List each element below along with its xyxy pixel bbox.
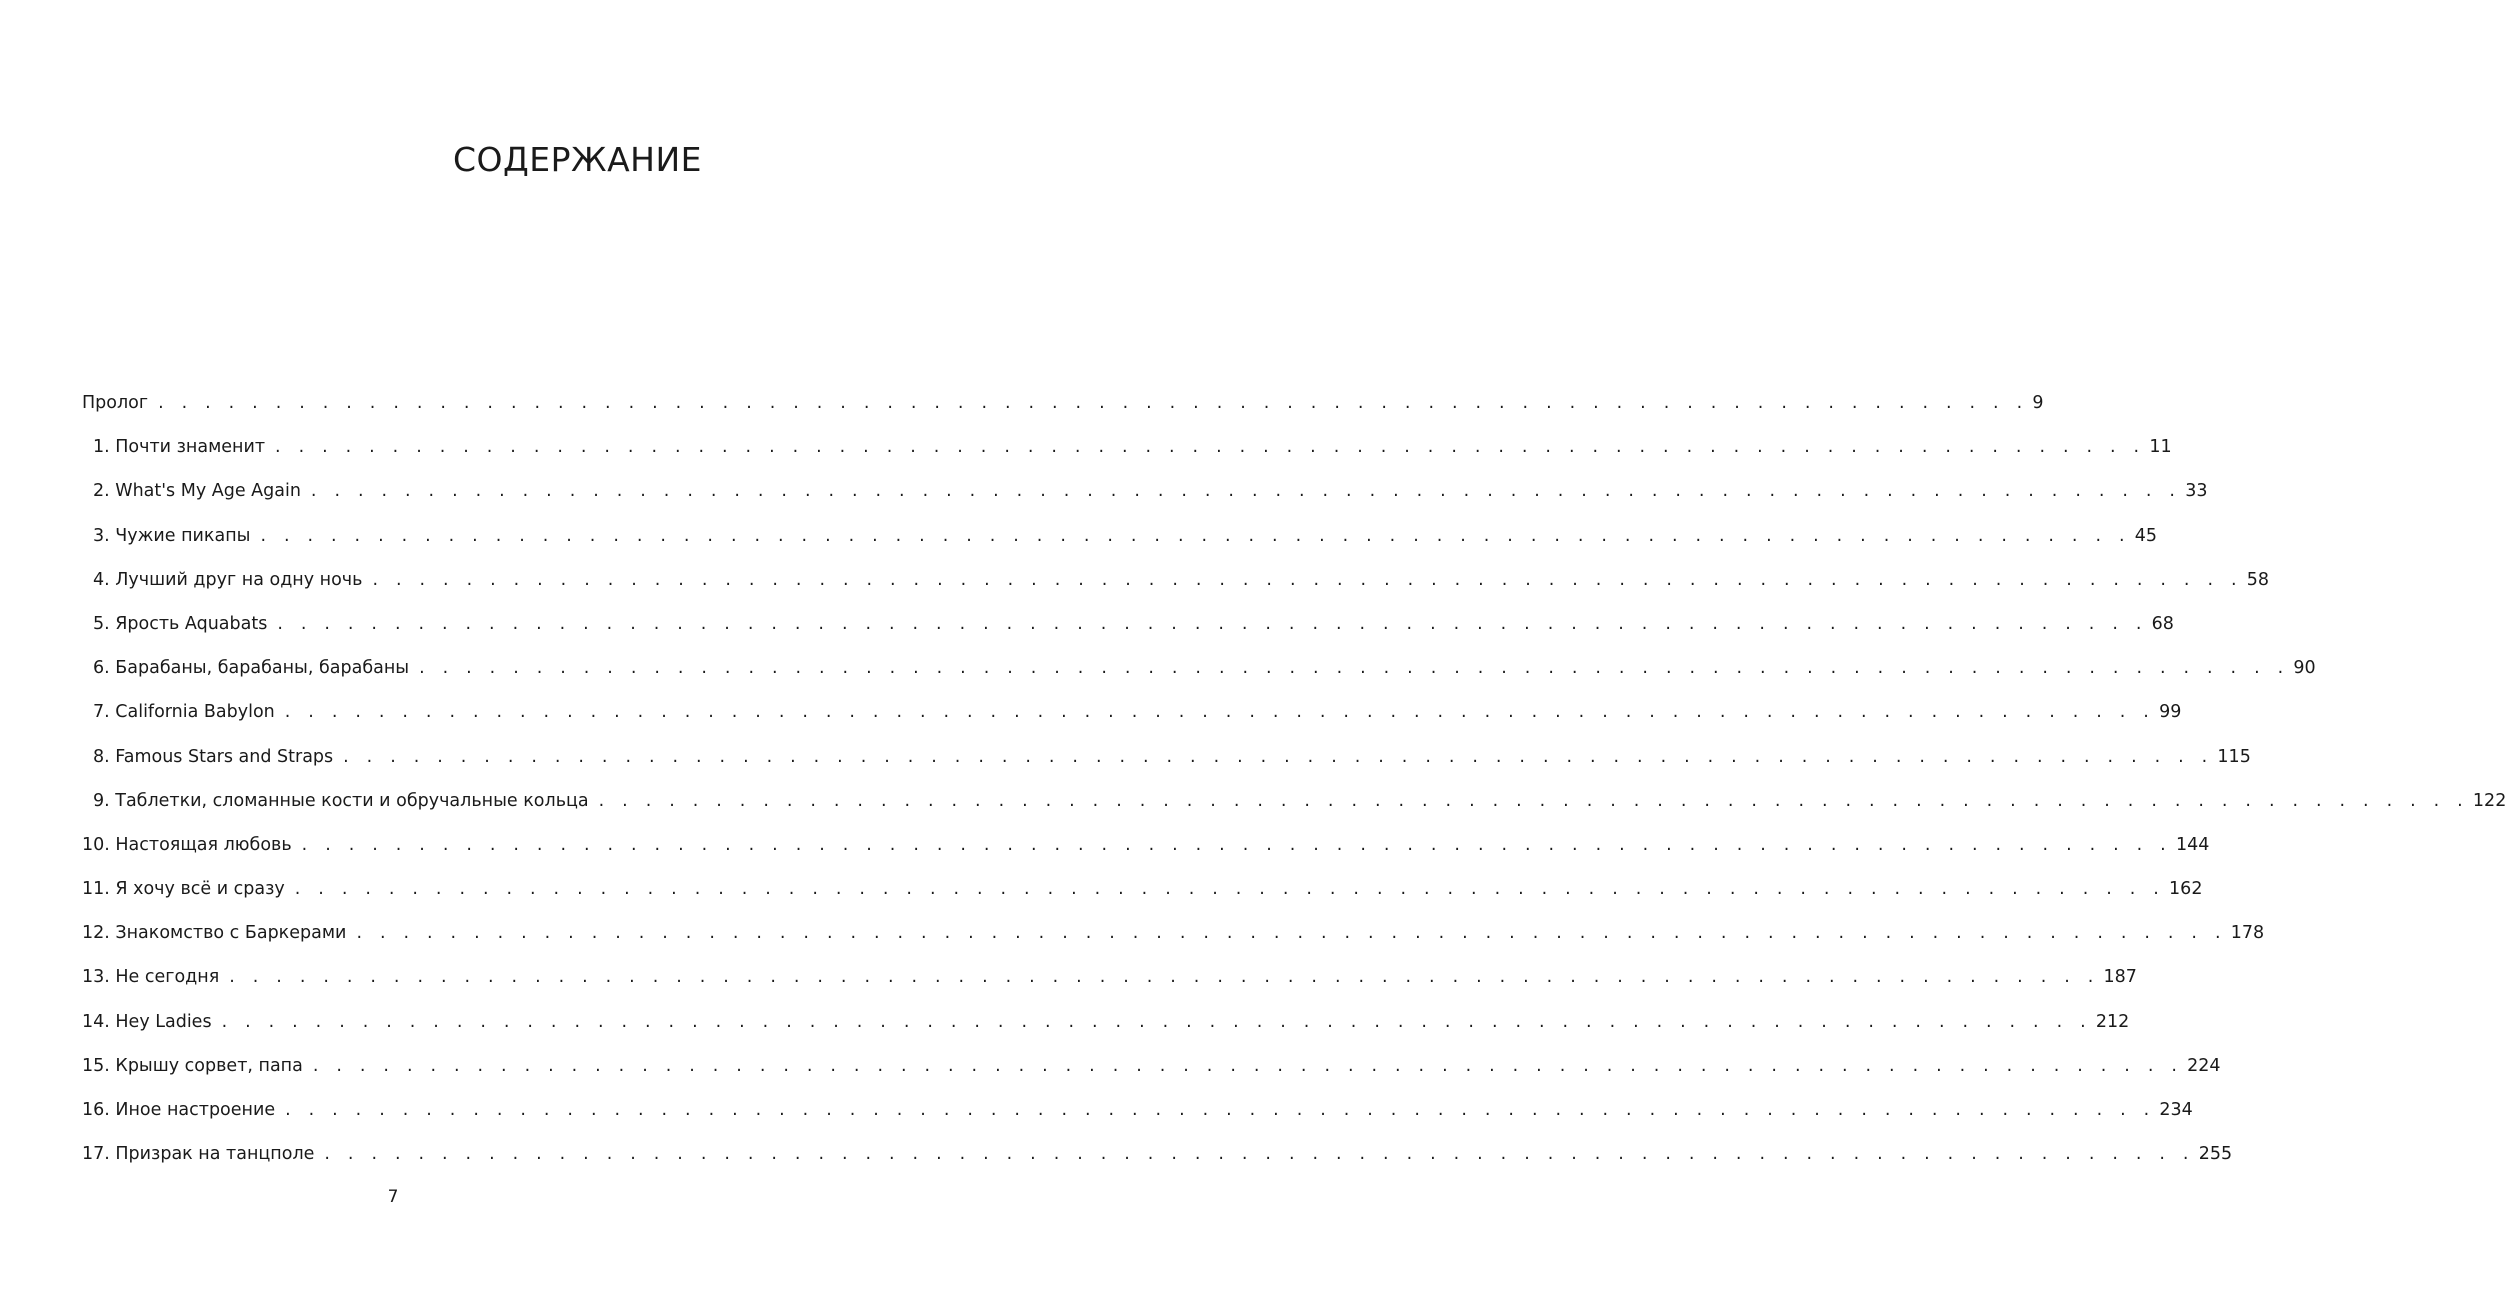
toc-entry[interactable]	[82, 518, 2158, 562]
toc-entry-title: 13. Не сегодня	[82, 967, 220, 988]
toc-dot-leader: . . . . . . . . . . . . . . . . . . . . . . . . . . . . . . . . . . . . . . . . . . . . . . . . . . . . . . . . . . . . . . . . . . . . . . . . . . . . . . . .	[310, 481, 2182, 502]
toc-dot-leader: . . . . . . . . . . . . . . . . . . . . . . . . . . . . . . . . . . . . . . . . . . . . . . . . . . . . . . . . . . . . . . . . . . . . . . . . . . . . . . . .	[294, 879, 2166, 900]
toc-entry-page: 90	[2293, 658, 2316, 679]
toc-entry-page: 234	[2159, 1100, 2193, 1120]
page-title: СОДЕРЖАНИЕ	[452, 140, 702, 179]
toc-entry[interactable]	[82, 827, 2210, 871]
toc-entry[interactable]	[82, 959, 2137, 1003]
toc-entry[interactable]	[82, 871, 2203, 915]
toc-entry-page: 33	[2185, 481, 2208, 502]
toc-dot-leader: . . . . . . . . . . . . . . . . . . . . . . . . . . . . . . . . . . . . . . . . . . . . . . . . . . . . . . . . . . . . . . . . . . . . . . . . . . . . . . . .	[285, 1100, 2156, 1120]
toc-entry-title: 14. Hey Ladies	[82, 1011, 212, 1032]
toc-entry-page: 9	[2032, 393, 2044, 413]
page-number: 7	[387, 1187, 399, 1207]
toc-dot-leader: . . . . . . . . . . . . . . . . . . . . . . . . . . . . . . . . . . . . . . . . . . . . . . . . . . . . . . . . . . . . . . . . . . . . . . . . . . . . . . . .	[284, 702, 2156, 723]
toc-entry[interactable]	[82, 1004, 2130, 1048]
toc-entry-page: 255	[2198, 1144, 2233, 1165]
toc-dot-leader: . . . . . . . . . . . . . . . . . . . . . . . . . . . . . . . . . . . . . . . . . . . . . . . . . . . . . . . . . . . . . . . . . . . . . . . . . . . . . . . .	[301, 834, 2172, 855]
toc-entry-page: 187	[2103, 967, 2137, 988]
toc-entry-page: 178	[2230, 923, 2265, 944]
toc-entry-page: 58	[2246, 569, 2270, 590]
toc-dot-leader: . . . . . . . . . . . . . . . . . . . . . . . . . . . . . . . . . . . . . . . . . . . . . . . . . . . . . . . . . . . . . . . . . . . . . . . . . . . . . . . .	[419, 658, 2290, 679]
toc-entry-page: 162	[2169, 879, 2203, 900]
toc-entry[interactable]	[82, 1136, 2233, 1180]
toc-dot-leader: . . . . . . . . . . . . . . . . . . . . . . . . . . . . . . . . . . . . . . . . . . . . . . . . . . . . . . . . . . . . . . . . . . . . . . . . . . . . . . . .	[324, 1144, 2195, 1165]
toc-entry[interactable]	[82, 694, 2182, 738]
toc-entry-page: 122	[2472, 790, 2506, 811]
toc-dot-leader: . . . . . . . . . . . . . . . . . . . . . . . . . . . . . . . . . . . . . . . . . . . . . . . . . . . . . . . . . . . . . . . . . . . . . . . . . . . . . . . .	[312, 1055, 2184, 1076]
toc-entry[interactable]	[82, 562, 2270, 606]
toc-entry[interactable]	[82, 650, 2316, 694]
toc-dot-leader: . . . . . . . . . . . . . . . . . . . . . . . . . . . . . . . . . . . . . . . . . . . . . . . . . . . . . . . . . . . . . . . . . . . . . . . . . . . . . . . .	[277, 613, 2148, 634]
toc-entry-page: 144	[2175, 834, 2210, 855]
toc-dot-leader: . . . . . . . . . . . . . . . . . . . . . . . . . . . . . . . . . . . . . . . . . . . . . . . . . . . . . . . . . . . . . . . . . . . . . . . . . . . . . . . .	[221, 1011, 2092, 1032]
toc-entry-title: 15. Крышу сорвет, папа	[82, 1055, 303, 1076]
toc-dot-leader: . . . . . . . . . . . . . . . . . . . . . . . . . . . . . . . . . . . . . . . . . . . . . . . . . . . . . . . . . . . . . . . . . . . . . . . . . . . . . . . .	[598, 790, 2469, 811]
toc-dot-leader: . . . . . . . . . . . . . . . . . . . . . . . . . . . . . . . . . . . . . . . . . . . . . . . . . . . . . . . . . . . . . . . . . . . . . . . . . . . . . . . .	[158, 393, 2029, 413]
toc-entry-title: Пролог	[82, 393, 149, 413]
toc-entry-title: 6. Барабаны, барабаны, барабаны	[93, 658, 410, 679]
toc-entry-page: 11	[2149, 437, 2172, 458]
toc-entry-title: 1. Почти знаменит	[93, 437, 266, 458]
toc-dot-leader: . . . . . . . . . . . . . . . . . . . . . . . . . . . . . . . . . . . . . . . . . . . . . . . . . . . . . . . . . . . . . . . . . . . . . . . . . . . . . . . .	[343, 746, 2214, 767]
toc-entry-page: 45	[2134, 525, 2158, 546]
toc-entry-title: 10. Настоящая любовь	[82, 834, 292, 855]
toc-entry-title: 7. California Babylon	[93, 702, 275, 723]
toc-entry-title: 17. Призрак на танцполе	[82, 1144, 315, 1165]
toc-entry-title: 5. Ярость Aquabats	[93, 613, 268, 634]
toc-dot-leader: . . . . . . . . . . . . . . . . . . . . . . . . . . . . . . . . . . . . . . . . . . . . . . . . . . . . . . . . . . . . . . . . . . . . . . . . . . . . . . . .	[356, 923, 2227, 944]
toc-entry-page: 99	[2159, 702, 2182, 723]
toc-entry[interactable]	[82, 606, 2174, 650]
toc-entry-title: 11. Я хочу всё и сразу	[82, 879, 285, 900]
toc-entry[interactable]	[82, 783, 2506, 827]
toc-entry-page: 224	[2187, 1055, 2221, 1076]
toc-entry-page: 212	[2095, 1011, 2130, 1032]
toc-entry-title: 12. Знакомство с Баркерами	[82, 923, 347, 944]
toc-dot-leader: . . . . . . . . . . . . . . . . . . . . . . . . . . . . . . . . . . . . . . . . . . . . . . . . . . . . . . . . . . . . . . . . . . . . . . . . . . . . . . . .	[260, 525, 2131, 546]
toc-entry[interactable]	[82, 915, 2265, 959]
toc-entry-title: 2. What's My Age Again	[93, 481, 301, 502]
toc-entry-page: 115	[2217, 746, 2251, 767]
toc-entry[interactable]	[82, 1048, 2221, 1092]
toc-entry-title: 9. Таблетки, сломанные кости и обручальные кольца	[93, 790, 589, 811]
toc-entry[interactable]	[82, 739, 2251, 783]
toc-entry[interactable]	[82, 473, 2208, 517]
toc-dot-leader: . . . . . . . . . . . . . . . . . . . . . . . . . . . . . . . . . . . . . . . . . . . . . . . . . . . . . . . . . . . . . . . . . . . . . . . . . . . . . . . .	[275, 437, 2146, 458]
table-of-contents	[82, 385, 2506, 1180]
toc-entry-page: 68	[2151, 613, 2174, 634]
toc-entry-title: 16. Иное настроение	[82, 1100, 276, 1120]
toc-entry-title: 8. Famous Stars and Straps	[93, 746, 334, 767]
toc-entry-title: 3. Чужие пикапы	[93, 525, 251, 546]
toc-entry-title: 4. Лучший друг на одну ночь	[93, 569, 363, 590]
toc-entry[interactable]	[82, 429, 2172, 473]
toc-dot-leader: . . . . . . . . . . . . . . . . . . . . . . . . . . . . . . . . . . . . . . . . . . . . . . . . . . . . . . . . . . . . . . . . . . . . . . . . . . . . . . . .	[372, 569, 2243, 590]
toc-entry[interactable]	[82, 385, 2044, 429]
toc-dot-leader: . . . . . . . . . . . . . . . . . . . . . . . . . . . . . . . . . . . . . . . . . . . . . . . . . . . . . . . . . . . . . . . . . . . . . . . . . . . . . . . .	[229, 967, 2100, 988]
toc-entry[interactable]	[82, 1092, 2193, 1136]
